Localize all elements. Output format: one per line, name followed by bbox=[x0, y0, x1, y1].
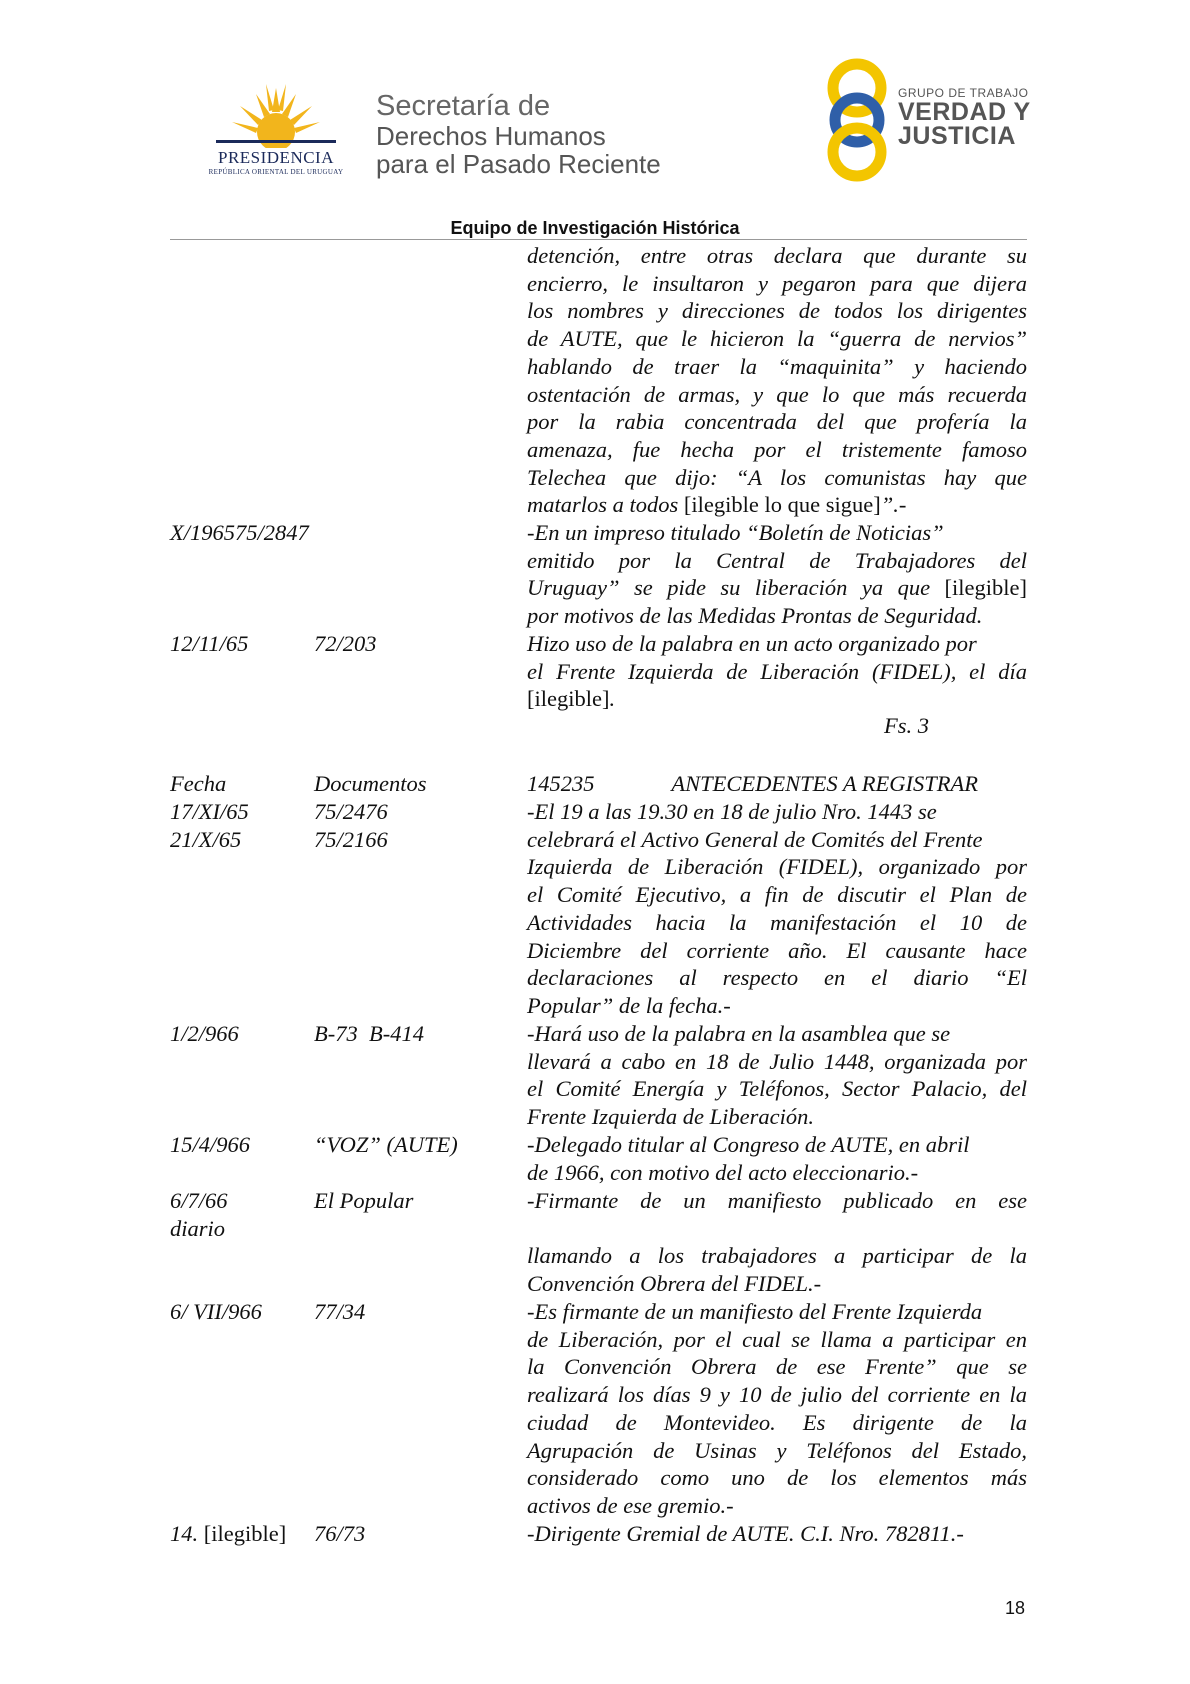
entry-text bbox=[527, 1298, 1027, 1520]
column-header-documentos: Documentos bbox=[314, 771, 427, 796]
text-line: celebrará el Activo General de Comités del Frente bbox=[527, 826, 983, 852]
entry-date: 1/2/966 bbox=[170, 1021, 239, 1046]
entry-document: 77/34 bbox=[314, 1299, 366, 1324]
rings-icon bbox=[822, 56, 892, 184]
illegible-note: [ilegible] bbox=[944, 575, 1027, 601]
page-number: 18 bbox=[1005, 1598, 1026, 1618]
entry-reference: X/196575/2847 bbox=[170, 520, 309, 545]
presidencia-subtitle: REPÚBLICA ORIENTAL DEL URUGUAY bbox=[208, 168, 344, 176]
text-line: Popular” de la fecha.- bbox=[527, 992, 731, 1018]
entry-text bbox=[527, 519, 1027, 630]
presidencia-logo bbox=[196, 82, 356, 177]
entry-date: 21/X/65 bbox=[170, 826, 242, 852]
text-line bbox=[527, 685, 1027, 713]
text-line: Telechea que dijo: “A los comunistas hay que bbox=[527, 464, 1027, 490]
entry-document: 75/2166 bbox=[314, 826, 388, 852]
text-line: Izquierda de Liberación (FIDEL), organizado por bbox=[527, 854, 1027, 880]
text-fragment: Uruguay” se pide su liberación ya que bbox=[527, 575, 945, 601]
entry-date: 12/11/65 bbox=[170, 631, 249, 656]
continued-text bbox=[527, 242, 1027, 519]
entry-document: 72/203 bbox=[314, 631, 377, 656]
text-line: el Comité Energía y Teléfonos, Sector Palacio, del bbox=[527, 1076, 1027, 1102]
text-line: los nombres y direcciones de todos los dirigentes bbox=[527, 298, 1027, 324]
secretaria-line-3: para el Pasado Reciente bbox=[376, 149, 661, 179]
text-fragment: 14. bbox=[170, 1521, 204, 1546]
text-line: emitido por la Central de Trabajadores del bbox=[527, 547, 1027, 573]
folio-number: Fs. 3 bbox=[884, 713, 929, 738]
entry-text bbox=[527, 1187, 1027, 1298]
entry-document: B-73 B-414 bbox=[314, 1021, 424, 1046]
text-line: -Hará uso de la palabra en la asamblea que se bbox=[527, 1021, 951, 1046]
team-heading: Equipo de Investigación Histórica bbox=[450, 218, 740, 238]
entry-date: diario bbox=[170, 1215, 226, 1241]
text-line: realizará los días 9 y 10 de julio del corriente en la bbox=[527, 1382, 1027, 1408]
grupo-small-label: GRUPO DE TRABAJO bbox=[898, 86, 1029, 100]
entry-date: 15/4/966 bbox=[170, 1132, 251, 1157]
section-title: ANTECEDENTES A REGISTRAR bbox=[671, 771, 979, 796]
text-line: -Es firmante de un manifiesto del Frente Izquierda bbox=[527, 1299, 983, 1324]
entry-dates bbox=[170, 798, 249, 853]
illegible-note: [ilegible lo que sigue] bbox=[683, 492, 881, 518]
text-line: -En un impreso titulado “Boletín de Noticias” bbox=[527, 520, 944, 545]
entry-documents bbox=[314, 798, 388, 853]
text-line: ciudad de Montevideo. Es dirigente de la bbox=[527, 1409, 1027, 1435]
text-line: Agrupación de Usinas y Teléfonos del Estado, bbox=[527, 1437, 1027, 1463]
text-line: declaraciones al respecto en el diario “El bbox=[527, 965, 1027, 991]
text-line: el Frente Izquierda de Liberación (FIDEL), el día bbox=[527, 658, 1027, 684]
text-line: Convención Obrera del FIDEL.- bbox=[527, 1271, 822, 1297]
text-line: -Delegado titular al Congreso de AUTE, en abril bbox=[527, 1132, 970, 1157]
header-rule bbox=[170, 239, 1027, 240]
entry-text bbox=[527, 798, 1027, 1020]
sun-icon bbox=[196, 82, 356, 148]
text-line: la Convención Obrera de ese Frente” que se bbox=[527, 1354, 1027, 1380]
text-line: ostentación de armas, y que lo que más recuerda bbox=[527, 381, 1027, 407]
entry-text bbox=[527, 1020, 1027, 1131]
text-line: Hizo uso de la palabra en un acto organizado por bbox=[527, 631, 977, 656]
text-line: Diciembre del corriente año. El causante hace bbox=[527, 937, 1027, 963]
secretaria-line-2: Derechos Humanos bbox=[376, 121, 606, 151]
text-line: -Firmante de un manifiesto publicado en ese bbox=[527, 1188, 1027, 1213]
text-line: por motivos de las Medidas Prontas de Seguridad. bbox=[527, 603, 983, 629]
entry-document: 76/73 bbox=[314, 1521, 366, 1546]
entry-dates bbox=[170, 1187, 228, 1242]
text-line bbox=[527, 574, 1027, 602]
text-line: de 1966, con motivo del acto eleccionario.- bbox=[527, 1159, 919, 1185]
entry-text: -Dirigente Gremial de AUTE. C.I. Nro. 782811.- bbox=[527, 1521, 964, 1546]
text-line: -El 19 a las 19.30 en 18 de julio Nro. 1443 se bbox=[527, 799, 937, 824]
text-line: hablando de traer la “maquinita” y haciendo bbox=[527, 353, 1027, 379]
illegible-note: [ilegible] bbox=[527, 686, 610, 712]
entry-document: 75/2476 bbox=[314, 799, 388, 824]
verdad-justicia-logo bbox=[822, 56, 1042, 184]
secretaria-logo bbox=[376, 90, 716, 178]
text-line: amenaza, fue hecha por el tristemente famoso bbox=[527, 436, 1027, 462]
entry-document: “VOZ” (AUTE) bbox=[314, 1132, 458, 1157]
text-fragment: matarlos a todos bbox=[527, 492, 684, 518]
grupo-line-2: JUSTICIA bbox=[898, 122, 1016, 150]
file-number: 145235 bbox=[527, 771, 595, 796]
text-line: por la rabia concentrada del que profería la bbox=[527, 409, 1027, 435]
grupo-line-1: VERDAD Y bbox=[898, 98, 1031, 126]
text-fragment: . bbox=[609, 686, 616, 712]
entry-document: El Popular bbox=[314, 1188, 414, 1213]
entry-date bbox=[170, 1520, 286, 1548]
text-fragment: ”.- bbox=[880, 492, 907, 518]
text-line: Actividades hacia la manifestación el 10 de bbox=[527, 909, 1027, 935]
text-line: activos de ese gremio.- bbox=[527, 1492, 734, 1518]
entry-date: 17/XI/65 bbox=[170, 799, 249, 824]
text-line: el Comité Ejecutivo, a fin de discutir el Plan de bbox=[527, 882, 1027, 908]
text-line: llevará a cabo en 18 de Julio 1448, organizada por bbox=[527, 1048, 1027, 1074]
illegible-note: [ilegible] bbox=[203, 1521, 287, 1546]
text-line: encierro, le insultaron y pegaron para que dijera bbox=[527, 270, 1027, 296]
secretaria-line-1: Secretaría de bbox=[376, 90, 551, 122]
text-line: detención, entre otras declara que durante su bbox=[527, 243, 1027, 268]
text-line bbox=[527, 491, 1027, 519]
column-header-fecha: Fecha bbox=[170, 771, 227, 796]
entry-text bbox=[527, 630, 1027, 713]
presidencia-wordmark: PRESIDENCIA bbox=[217, 148, 334, 167]
text-line: de AUTE, que le hicieron la “guerra de nervios” bbox=[527, 326, 1027, 352]
entry-text bbox=[527, 1131, 1027, 1186]
text-line: llamando a los trabajadores a participar de la bbox=[527, 1243, 1027, 1269]
text-line: considerado como uno de los elementos más bbox=[527, 1465, 1027, 1491]
text-line: Frente Izquierda de Liberación. bbox=[527, 1104, 815, 1130]
section-header bbox=[527, 770, 1027, 798]
text-line: de Liberación, por el cual se llama a participar en bbox=[527, 1326, 1027, 1352]
entry-date: 6/ VII/966 bbox=[170, 1299, 262, 1324]
entry-date: 6/7/66 bbox=[170, 1188, 228, 1213]
